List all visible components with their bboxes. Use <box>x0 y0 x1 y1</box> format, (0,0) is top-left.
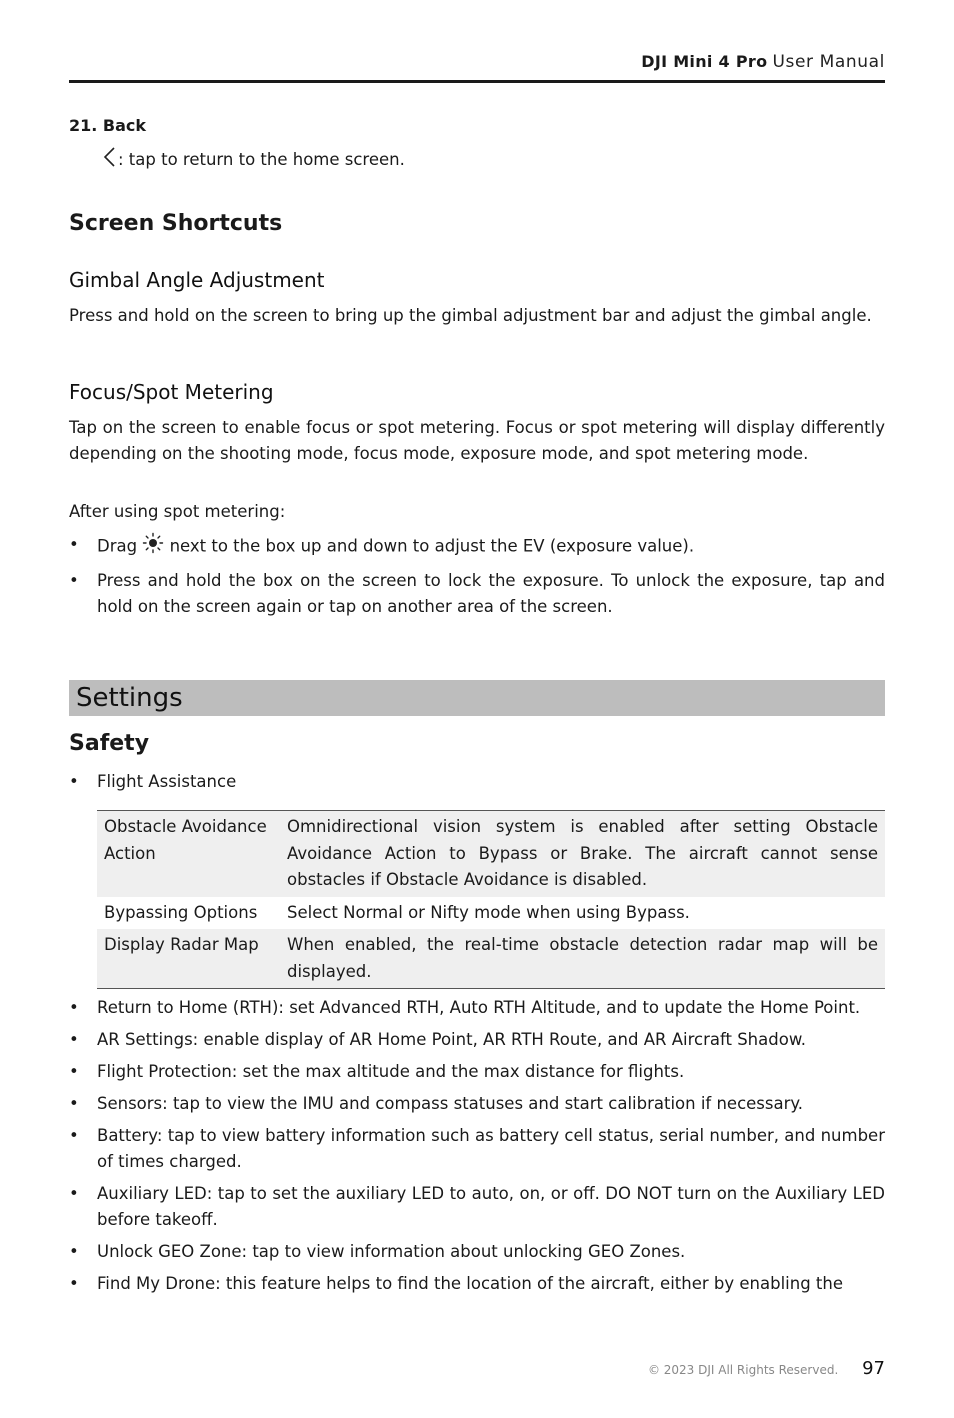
spot-metering-list <box>69 532 885 626</box>
table-row <box>97 897 885 930</box>
table-cell-key: Obstacle Avoidance Action <box>97 811 280 897</box>
safety-heading: Safety <box>69 731 150 756</box>
back-item-body <box>69 146 885 172</box>
focus-text: Tap on the screen to enable focus or spot metering. Focus or spot metering will display differently depending on the shooting mode, focus mode, exposure mode, and spot metering mode. <box>69 418 885 463</box>
flight-assistance-table <box>97 810 885 989</box>
table-cell-key: Bypassing Options <box>104 902 258 922</box>
page-number: 97 <box>862 1358 885 1379</box>
list-item: • Flight Protection: set the max altitude and the max distance for flights. <box>69 1059 885 1085</box>
copyright-text: © 2023 DJI All Rights Reserved. <box>647 1363 839 1377</box>
gimbal-heading: Gimbal Angle Adjustment <box>69 268 325 292</box>
settings-heading: Settings <box>76 683 183 713</box>
list-item: • Return to Home (RTH): set Advanced RTH, Auto RTH Altitude, and to update the Home Point. <box>69 995 885 1021</box>
table-cell-key: Display Radar Map <box>97 929 280 989</box>
screen-shortcuts-heading: Screen Shortcuts <box>69 211 283 236</box>
chevron-left-icon <box>102 146 118 172</box>
focus-heading: Focus/Spot Metering <box>69 380 274 404</box>
list-item: • Battery: tap to view battery information such as battery cell status, serial number, and number of times charged. <box>69 1123 885 1175</box>
list-item: • Sensors: tap to view the IMU and compass statuses and start calibration if necessary. <box>69 1091 885 1117</box>
gimbal-text: Press and hold on the screen to bring up the gimbal adjustment bar and adjust the gimbal angle. <box>69 306 872 325</box>
list-item: • Press and hold the box on the screen to lock the exposure. To unlock the exposure, tap and hold on the screen again or tap on another area of the screen. <box>69 568 885 620</box>
list-item: • Unlock GEO Zone: tap to view information about unlocking GEO Zones. <box>69 1239 885 1265</box>
header-manual-label: User Manual <box>772 52 885 72</box>
header-brand: DJI Mini 4 Pro <box>641 52 768 71</box>
page-footer <box>648 1358 885 1379</box>
list-item: • AR Settings: enable display of AR Home Point, AR RTH Route, and AR Aircraft Shadow. <box>69 1027 885 1053</box>
list-item: • Flight Assistance <box>69 769 885 795</box>
settings-section-bar <box>69 680 885 716</box>
after-spot-text: After using spot metering: <box>69 502 286 521</box>
flight-assistance-table-wrap <box>69 810 885 989</box>
list-item: • Auxiliary LED: tap to set the auxiliary LED to auto, on, or off. DO NOT turn on the Auxiliary LED before takeoff. <box>69 1181 885 1233</box>
table-row <box>97 811 885 897</box>
flight-assistance-list <box>69 769 885 801</box>
back-item <box>69 116 885 172</box>
list-item: • Find My Drone: this feature helps to find the location of the aircraft, either by enabling the <box>69 1271 885 1297</box>
sun-icon <box>142 532 164 562</box>
table-cell-value: Select Normal or Nifty mode when using Bypass. <box>287 902 690 922</box>
table-cell-value: When enabled, the real-time obstacle detection radar map will be displayed. <box>280 929 885 989</box>
table-cell-value: Omnidirectional vision system is enabled after setting Obstacle Avoidance Action to Bypass or Brake. The aircraft cannot sense obstacles if Obstacle Avoidance is disabled. <box>280 811 885 897</box>
page-header <box>69 52 885 83</box>
safety-settings-list <box>69 995 885 1303</box>
table-row <box>97 929 885 989</box>
list-item: • Drag next to the box up and down to adjust the EV (exposure value). <box>69 532 885 562</box>
back-item-text: : tap to return to the home screen. <box>118 149 405 169</box>
back-item-title: 21. Back <box>69 116 147 135</box>
